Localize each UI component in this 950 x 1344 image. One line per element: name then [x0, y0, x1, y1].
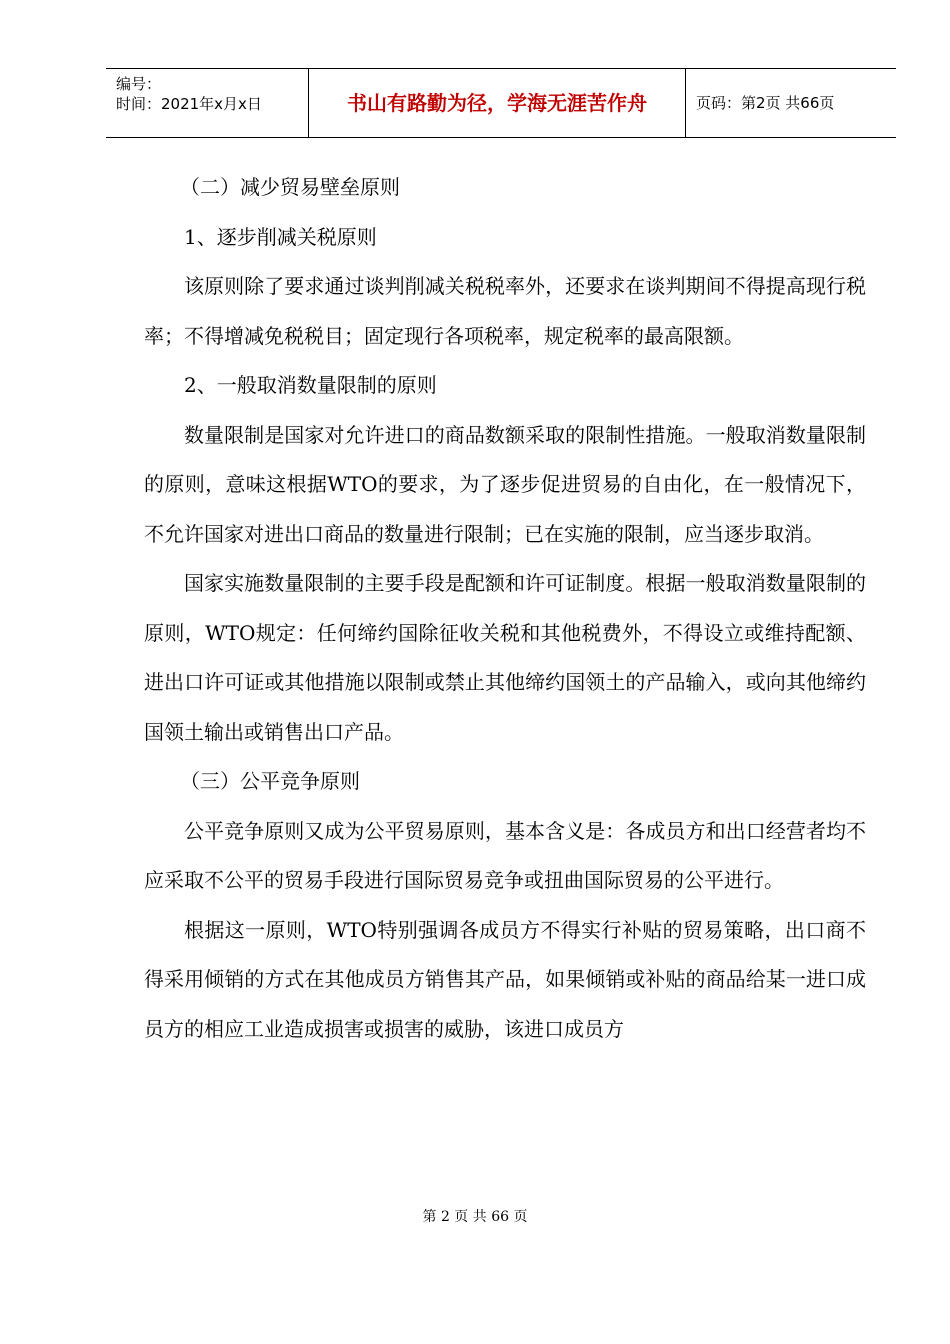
section-heading: （三）公平竞争原则 [180, 769, 360, 793]
header-page-cell [686, 69, 896, 137]
header-slogan: 书山有路勤为径，学海无涯苦作舟 [347, 91, 647, 115]
document-body [144, 163, 866, 1054]
body-paragraph: 数量限制是国家对允许进口的商品数额采取的限制性措施。一般取消数量限制的原则，意味这根据WTO的要求，为了逐步促进贸易的自由化，在一般情况下，不允许国家对进出口商品的数量进行限制；已在实施的限制，应当逐步取消。 [144, 422, 866, 546]
header-page-info: 页码：第2页 共66页 [696, 94, 835, 112]
document-number-label: 编号： [116, 75, 162, 93]
header-info-cell [106, 69, 309, 137]
subsection-heading: 1、逐步削减关税原则 [184, 224, 377, 249]
subsection-heading: 2、一般取消数量限制的原则 [184, 373, 437, 397]
body-paragraph: 根据这一原则，WTO特别强调各成员方不得实行补贴的贸易策略，出口商不得采用倾销的方式在其他成员方销售其产品，如果倾销或补贴的商品给某一进口成员方的相应工业造成损害或损害的威胁，该进口成员方 [144, 917, 866, 1041]
body-paragraph: 该原则除了要求通过谈判削减关税税率外，还要求在谈判期间不得提高现行税率；不得增减免税税目；固定现行各项税率，规定税率的最高限额。 [144, 274, 866, 348]
body-paragraph: 国家实施数量限制的主要手段是配额和许可证制度。根据一般取消数量限制的原则，WTO规定：任何缔约国除征收关税和其他税费外，不得设立或维持配额、进出口许可证或其他措施以限制或禁止其他缔约国领土的产品输入，或向其他缔约国领土输出或销售出口产品。 [144, 571, 866, 744]
section-heading: （二）减少贸易壁垒原则 [180, 175, 400, 199]
page-footer: 第 2 页 共 66 页 [422, 1209, 528, 1225]
document-time-label: 时间：2021年x月x日 [116, 95, 262, 113]
page-header [106, 68, 896, 138]
header-slogan-cell [309, 69, 686, 137]
body-paragraph: 公平竞争原则又成为公平贸易原则，基本含义是：各成员方和出口经营者均不应采取不公平的贸易手段进行国际贸易竞争或扭曲国际贸易的公平进行。 [144, 818, 866, 892]
